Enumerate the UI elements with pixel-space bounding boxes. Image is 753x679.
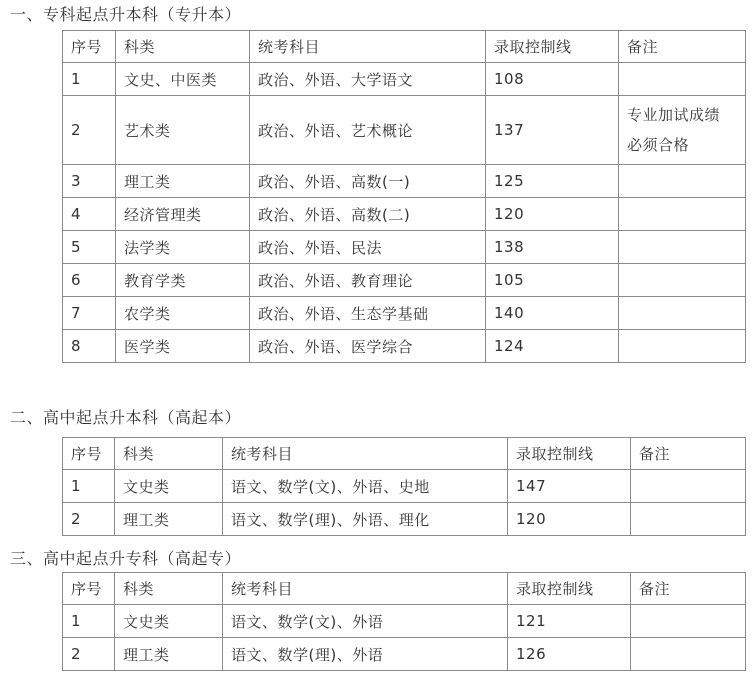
cell-category: 理工类 <box>115 638 223 671</box>
cell-no: 1 <box>63 470 115 503</box>
header-row <box>63 31 746 63</box>
table-row <box>63 638 746 671</box>
cell-subjects: 政治、外语、生态学基础 <box>250 297 486 330</box>
section-title-gaoqiben: 二、高中起点升本科（高起本） <box>10 408 242 427</box>
column-header: 科类 <box>115 438 223 470</box>
cell-category: 理工类 <box>115 503 223 536</box>
table-row <box>63 264 746 297</box>
column-header: 序号 <box>63 31 116 63</box>
cell-remark <box>619 264 746 297</box>
cell-remark <box>619 96 746 165</box>
score-table-gaoqizhuan <box>62 572 746 671</box>
cell-no: 1 <box>63 605 115 638</box>
cell-no: 7 <box>63 297 116 330</box>
cell-category: 文史类 <box>115 470 223 503</box>
column-header: 录取控制线 <box>508 438 631 470</box>
cell-line: 126 <box>508 638 631 671</box>
cell-line: 105 <box>486 264 619 297</box>
cell-remark <box>619 63 746 96</box>
cell-subjects: 语文、数学(理)、外语、理化 <box>223 503 508 536</box>
column-header: 备注 <box>631 438 746 470</box>
cell-line: 125 <box>486 165 619 198</box>
cell-remark <box>619 297 746 330</box>
cell-subjects: 语文、数学(文)、外语、史地 <box>223 470 508 503</box>
table-row <box>63 198 746 231</box>
cell-category: 医学类 <box>116 330 250 363</box>
cell-category: 法学类 <box>116 231 250 264</box>
cell-remark <box>631 638 746 671</box>
cell-remark <box>631 503 746 536</box>
cell-no: 4 <box>63 198 116 231</box>
cell-line: 108 <box>486 63 619 96</box>
cell-subjects: 政治、外语、高数(二) <box>250 198 486 231</box>
cell-category: 教育学类 <box>116 264 250 297</box>
cell-no: 1 <box>63 63 116 96</box>
cell-subjects: 政治、外语、大学语文 <box>250 63 486 96</box>
cell-category: 文史、中医类 <box>116 63 250 96</box>
section-title-zhuanshengben: 一、专科起点升本科（专升本） <box>10 5 242 24</box>
column-header: 备注 <box>619 31 746 63</box>
cell-remark <box>631 470 746 503</box>
table-row <box>63 297 746 330</box>
column-header: 科类 <box>116 31 250 63</box>
cell-remark <box>619 165 746 198</box>
cell-subjects: 政治、外语、艺术概论 <box>250 96 486 165</box>
cell-category: 理工类 <box>116 165 250 198</box>
cell-remark <box>619 231 746 264</box>
cell-line: 138 <box>486 231 619 264</box>
table-row <box>63 63 746 96</box>
cell-category: 经济管理类 <box>116 198 250 231</box>
section-gaoqiben <box>0 363 753 536</box>
cell-remark <box>619 198 746 231</box>
column-header: 录取控制线 <box>508 573 631 605</box>
table-row <box>63 470 746 503</box>
cell-category: 文史类 <box>115 605 223 638</box>
cell-remark <box>631 605 746 638</box>
column-header: 录取控制线 <box>486 31 619 63</box>
cell-line: 121 <box>508 605 631 638</box>
header-row <box>63 573 746 605</box>
cell-line: 120 <box>486 198 619 231</box>
cell-subjects: 语文、数学(文)、外语 <box>223 605 508 638</box>
table-row <box>63 165 746 198</box>
cell-no: 3 <box>63 165 116 198</box>
score-table-zhuanshengben <box>62 30 746 363</box>
cell-category: 艺术类 <box>116 96 250 165</box>
table-row <box>63 605 746 638</box>
cell-no: 8 <box>63 330 116 363</box>
section-gaoqizhuan <box>0 536 753 671</box>
table-row <box>63 231 746 264</box>
cell-no: 2 <box>63 638 115 671</box>
cell-category: 农学类 <box>116 297 250 330</box>
column-header: 科类 <box>115 573 223 605</box>
column-header: 统考科目 <box>250 31 486 63</box>
cell-line: 147 <box>508 470 631 503</box>
cell-subjects: 政治、外语、高数(一) <box>250 165 486 198</box>
cell-subjects: 政治、外语、民法 <box>250 231 486 264</box>
score-table-gaoqiben <box>62 437 746 536</box>
cell-no: 5 <box>63 231 116 264</box>
cell-remark <box>619 330 746 363</box>
section-title-gaoqizhuan: 三、高中起点升专科（高起专） <box>10 549 242 568</box>
table-row <box>63 96 746 165</box>
cell-line: 124 <box>486 330 619 363</box>
remark-text: 专业加试成绩必须合格 <box>627 106 721 154</box>
cell-subjects: 语文、数学(理)、外语 <box>223 638 508 671</box>
table-row <box>63 330 746 363</box>
cell-subjects: 政治、外语、教育理论 <box>250 264 486 297</box>
column-header: 统考科目 <box>223 573 508 605</box>
column-header: 序号 <box>63 438 115 470</box>
cell-no: 2 <box>63 96 116 165</box>
column-header: 备注 <box>631 573 746 605</box>
cell-no: 6 <box>63 264 116 297</box>
cell-no: 2 <box>63 503 115 536</box>
cell-subjects: 政治、外语、医学综合 <box>250 330 486 363</box>
column-header: 序号 <box>63 573 115 605</box>
cell-line: 120 <box>508 503 631 536</box>
column-header: 统考科目 <box>223 438 508 470</box>
table-row <box>63 503 746 536</box>
cell-line: 140 <box>486 297 619 330</box>
cell-line: 137 <box>486 96 619 165</box>
header-row <box>63 438 746 470</box>
